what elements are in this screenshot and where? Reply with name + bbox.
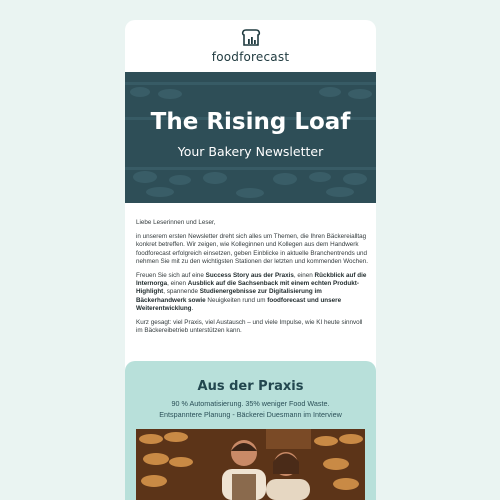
brand-header <box>125 20 376 72</box>
brand-name[interactable]: foodforecast <box>211 50 290 64</box>
newsletter-subtitle: Your Bakery Newsletter <box>177 144 324 159</box>
intro-paragraph: in unserem ersten Newsletter dreht sich alles um Themen, die Ihren Bäckereialltag konkret betreffen. Wir zeigen, wie Kolleginnen und Kollegen aus dem Handwerk foodforecast erfolgreich einsetzen, geben Einblicke in aktuelle Branchentrends und nehmen Sie mit zu den wichtigsten Stationen der letzten und kommenden Wochen. <box>136 233 368 265</box>
section-subtitle-1: 90 % Automatisierung. 35% weniger Food Waste. <box>171 399 330 408</box>
highlights-paragraph: Freuen Sie sich auf eine Success Story aus der Praxis, einen Rückblick auf die Internorga, einen Ausblick auf die Sachsenback mit einem echten Produkt-Highlight, spannende Studienergebnisse zur Digitalisierung im Bäckerhandwerk sowie Neuigkeiten rund um foodforecast und unsere Weiterentwicklung. <box>136 272 367 312</box>
bread-chart-icon <box>241 28 261 46</box>
hero-banner <box>125 72 376 203</box>
bakers-image <box>136 429 365 500</box>
intro-text <box>136 219 368 341</box>
bakery-shelves-background <box>125 72 376 203</box>
greeting: Liebe Leserinnen und Leser, <box>136 219 216 226</box>
praxis-section <box>125 361 376 500</box>
section-title: Aus der Praxis <box>197 379 304 394</box>
section-subtitle-2: Entspanntere Planung - Bäckerei Duesmann im Interview <box>159 410 342 419</box>
newsletter-title: The Rising Loaf <box>150 109 351 135</box>
bakery-interview-photo[interactable] <box>136 429 365 500</box>
summary-paragraph: Kurz gesagt: viel Praxis, viel Austausch – und viele Impulse, wie KI heute sinnvoll im Bäckereibetrieb unterstützen kann. <box>136 319 363 335</box>
